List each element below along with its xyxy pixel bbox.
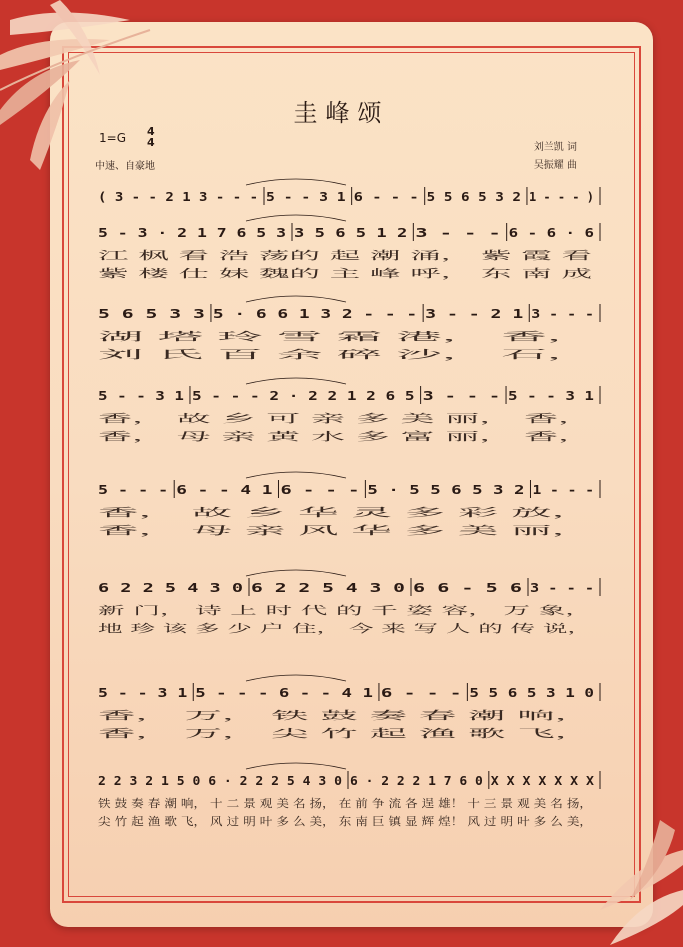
measure: 5 - 3 · 2 1 7 6 5 3 <box>98 226 286 240</box>
lyric-line: 香， 故 乡 可 亲 多 美 丽， 香， <box>98 412 258 425</box>
measure: 6 6 - 5 6 <box>413 581 522 595</box>
song-title: 圭峰颂 <box>293 99 390 127</box>
measure: 6 - - - <box>353 190 419 204</box>
lyric-line: 新 门， 诗 上 时 代 的 千 姿 容， 万 象， <box>98 604 302 617</box>
bamboo-leaves-bottom-right <box>580 820 683 947</box>
measure: 3 - - - <box>415 226 501 240</box>
lyric-line: 地 珍 该 多 少 户 住， 今 来 写 人 的 传 说， <box>98 622 320 635</box>
lyric-line: 香， 母 亲 风 华 多 美 丽， <box>98 524 233 537</box>
lyric-line: 紫 楼 仕 妹 魏的 主 峰 呼， 东 南 成 <box>98 267 276 280</box>
tempo-marking: 中速、自豪地 <box>95 161 155 172</box>
measure: 5 5 6 5 3 2 <box>426 190 521 204</box>
measure: 6 2 2 5 4 3 0 <box>98 581 243 595</box>
measure: 3 5 6 5 1 2 <box>294 226 408 240</box>
measure: 6 - 6 · 6 <box>508 226 594 240</box>
measure: X X X X X X X <box>490 774 595 788</box>
measure: 5 6 5 3 3 <box>98 307 205 321</box>
lyric-line: 香， 万， 铁 鼓 奏 春 潮 响， <box>98 709 244 722</box>
lyric-line: 香， 故 乡 华 灵 多 彩 放， <box>98 506 233 519</box>
lyric-line: 香， 母 亲 黄 水 多 富 丽， 香， <box>98 430 258 443</box>
measure: 5 - - 3 1 <box>98 686 188 700</box>
composer-credit: 吴振耀 曲 <box>533 160 577 171</box>
lyric-line: 刘 氏 百 余 碎 沙， 石， <box>98 348 218 361</box>
measure: 2 2 3 2 1 5 0 6 · 2 2 2 5 4 3 0 <box>98 774 342 788</box>
measure: 3 - - - <box>530 581 594 595</box>
lyric-line: 尖 竹 起 渔 歌 飞， 风 过 明 叶 多 么 美， 东 南 巨 镇 显 辉 煌！ 风 过 明 叶 多 么 美， <box>98 815 530 828</box>
lyric-line: 湖 塔 玲 雪 霜 港， 香， <box>98 330 218 343</box>
measure: 6 - - 4 1 <box>176 483 273 497</box>
key-signature: 1=G <box>99 131 126 145</box>
measure: ( 3 - - 2 1 3 - - - <box>98 190 258 204</box>
measure: 1 - - - <box>532 483 594 497</box>
measure: 5 - - 3 1 <box>98 389 184 403</box>
measure: 3 - - - <box>531 307 594 321</box>
measure: 5 5 6 5 3 1 0 <box>469 686 594 700</box>
measure: 6 2 2 5 4 3 0 <box>251 581 405 595</box>
lyric-line: 香， 万， 尖 竹 起 渔 歌 飞， <box>98 727 244 740</box>
measure: 5 - - - 6 - - 4 1 <box>195 686 373 700</box>
lyric-line: 铁 鼓 奏 春 潮 响， 十 二 景 观 美 名 扬， 在 前 争 流 各 逞 雄！ 十 三 景 观 美 名 扬， <box>98 797 530 810</box>
measure: 6 - - - <box>380 686 462 700</box>
measure: 5 - - 3 1 <box>508 389 594 403</box>
lyric-line: 江 枫 看 浩 荡的 起 潮 涌， 紫 霞 看 <box>98 249 276 262</box>
measure: 3 - - 2 1 <box>425 307 524 321</box>
measure: 6 - - - <box>280 483 360 497</box>
measure: 5 · 6 6 1 3 2 - - - <box>212 307 418 321</box>
measure: 6 · 2 2 2 1 7 6 0 <box>350 774 483 788</box>
measure: 5 - - 3 1 <box>266 190 346 204</box>
time-signature: 4 4 <box>147 125 155 149</box>
bamboo-leaves-top-left <box>0 0 170 180</box>
measure: 3 - - - <box>422 389 501 403</box>
measure: 5 - - - 2 · 2 2 1 2 6 5 <box>191 389 415 403</box>
measure: 5 · 5 5 6 5 3 2 <box>367 483 525 497</box>
measure: 5 - - - <box>98 483 169 497</box>
measure: 1 - - - ) <box>528 190 594 204</box>
lyricist-credit: 刘兰凯 词 <box>533 142 577 153</box>
